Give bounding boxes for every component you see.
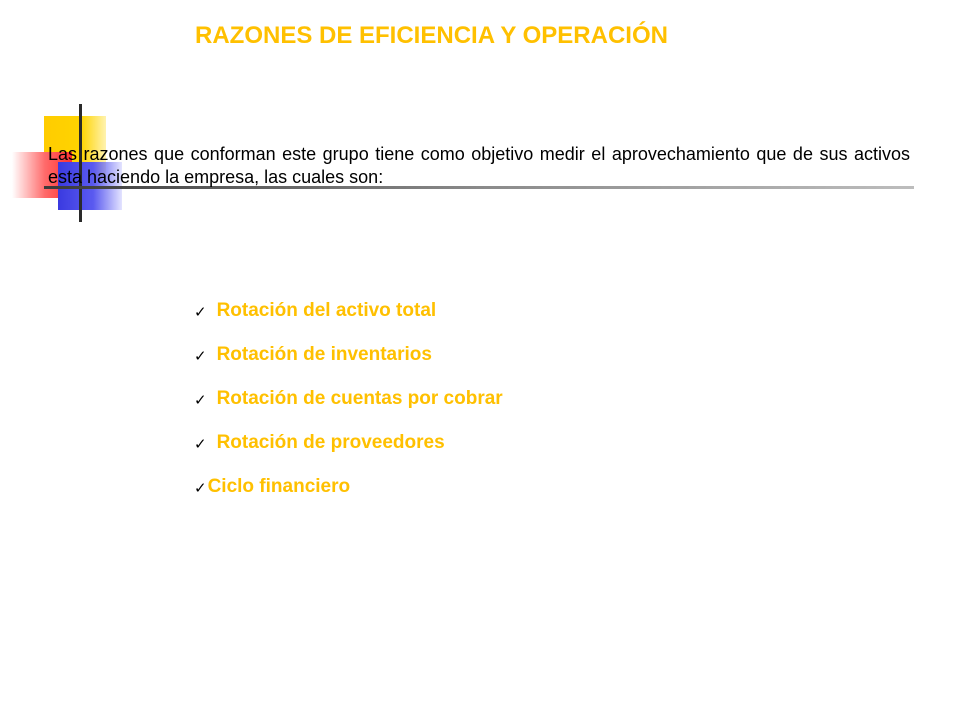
checkmark-icon: ✓: [194, 479, 207, 497]
list-item-label: Rotación de cuentas por cobrar: [216, 388, 503, 409]
checkmark-icon: ✓: [194, 391, 207, 409]
list-item: [194, 388, 503, 432]
ratio-list: [194, 300, 503, 520]
slide-title: RAZONES DE EFICIENCIA Y OPERACIÓN: [195, 22, 668, 49]
list-item-label: Ciclo financiero: [207, 476, 351, 497]
checkmark-icon: ✓: [194, 347, 207, 365]
list-item-label: Rotación de inventarios: [216, 344, 432, 365]
checkmark-icon: ✓: [194, 303, 207, 321]
list-item: [194, 344, 503, 388]
checkmark-icon: ✓: [194, 435, 207, 453]
list-item-label: Rotación de proveedores: [216, 432, 445, 453]
list-item: [194, 476, 503, 520]
list-item-label: Rotación del activo total: [216, 300, 437, 321]
intro-paragraph: Las razones que conforman este grupo tiene como objetivo medir el aprovechamiento que de sus activos esta haciendo la empresa, las cuales son:: [48, 144, 910, 187]
list-item: [194, 300, 503, 344]
list-item: [194, 432, 503, 476]
